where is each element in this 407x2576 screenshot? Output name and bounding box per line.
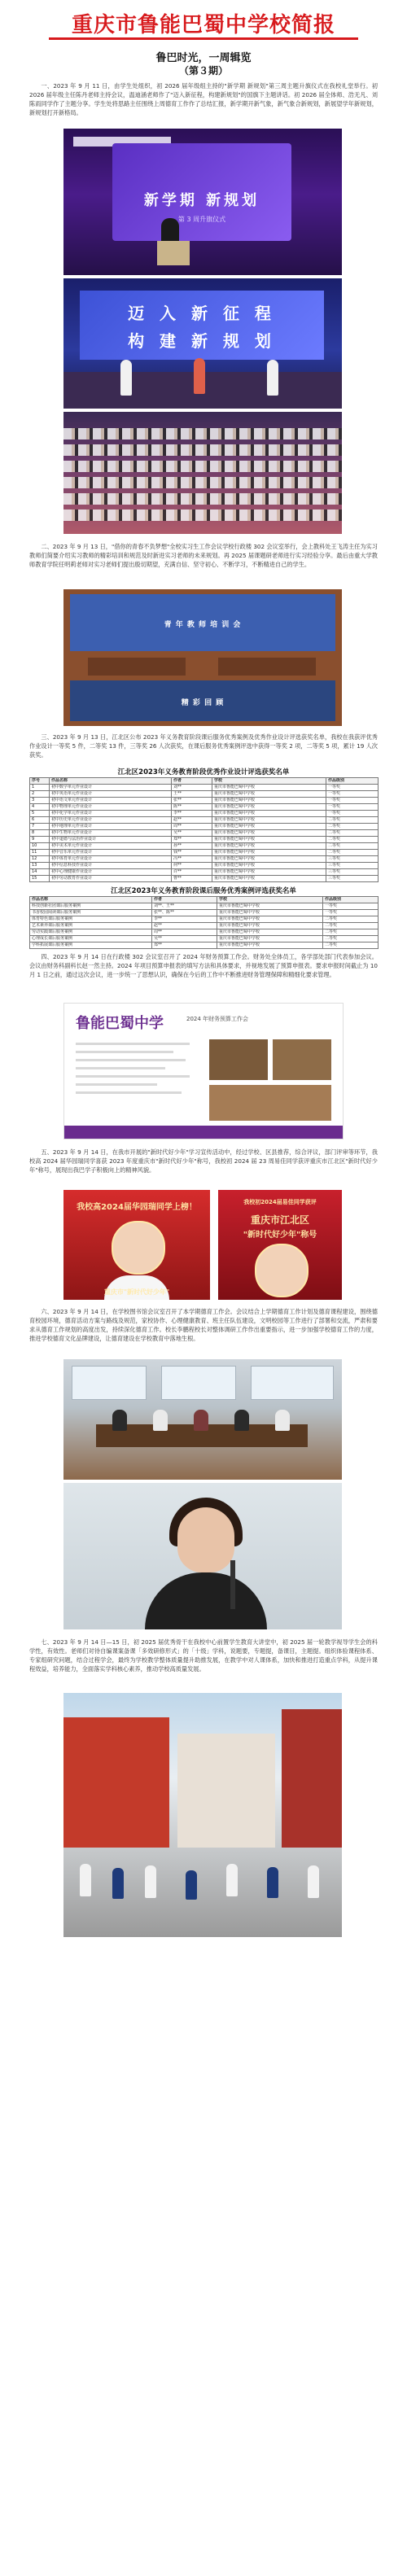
table-cell: 重庆市鲁能巴蜀中学校 <box>212 785 326 791</box>
poster-a-headline: 我校高2024届华园瑞同学上榜！ <box>77 1203 197 1212</box>
table-cell: 书香校园阅读课后服务案例 <box>30 910 152 916</box>
attendee-figure <box>234 1410 249 1431</box>
table-header-cell: 作品级别 <box>326 778 379 785</box>
poster-b-line-1: 重庆市江北区 <box>250 1214 309 1226</box>
table-cell: 初中化学单元作业设计 <box>50 811 172 817</box>
table-cell: 张**、陈** <box>152 910 217 916</box>
photo-flag-ceremony-stage <box>63 129 342 275</box>
window <box>72 1366 147 1400</box>
table-cell: 重庆市鲁能巴蜀中学校 <box>212 863 326 869</box>
highlights-screen-text: 精 彩 回 顾 <box>181 699 225 707</box>
table-cell: 2 <box>30 791 50 798</box>
meeting-thumbnail <box>209 1085 331 1121</box>
table-cell: 钱** <box>172 850 212 856</box>
table-cell: 二等奖 <box>323 942 379 949</box>
table-cell: 重庆市鲁能巴蜀中学校 <box>212 843 326 850</box>
table-cell: 郑** <box>172 837 212 843</box>
table-cell: 10 <box>30 843 50 850</box>
table-cell: 一等奖 <box>326 804 379 811</box>
student-figure <box>267 1867 278 1898</box>
table-cell: 15 <box>30 876 50 882</box>
student-figure <box>194 358 205 394</box>
training-screen <box>70 594 335 651</box>
table-cell: 刘**、王** <box>152 903 217 910</box>
table-cell: 李** <box>152 916 217 923</box>
window <box>161 1366 236 1400</box>
table-cell: 重庆市鲁能巴蜀中学校 <box>217 936 323 942</box>
table-cell: 一等奖 <box>326 811 379 817</box>
attendee-figure <box>275 1410 290 1431</box>
table-cell: 二等奖 <box>326 850 379 856</box>
attendee-figure <box>112 1410 127 1431</box>
table-cell: 重庆市鲁能巴蜀中学校 <box>217 942 323 949</box>
table-cell: 一等奖 <box>323 910 379 916</box>
student-portrait <box>255 1244 309 1297</box>
table-row <box>30 804 379 811</box>
window <box>251 1366 334 1400</box>
table-cell: 周** <box>172 824 212 830</box>
table-row <box>30 942 379 949</box>
poster-b-line-2: "新时代好少年"称号 <box>243 1231 317 1240</box>
table-row <box>30 910 379 916</box>
photo-campus-activity <box>63 1693 342 1937</box>
poster-b-top: 我校初2024届易佳同学获评 <box>243 1199 317 1205</box>
table-row <box>30 863 379 869</box>
table-row <box>30 916 379 923</box>
table-cell: 初中历史单元作业设计 <box>50 817 172 824</box>
photo-teacher-training <box>63 589 342 726</box>
table-cell: 重庆市鲁能巴蜀中学校 <box>212 798 326 804</box>
table-row <box>30 811 379 817</box>
section-4-text: 四、2023 年 9 月 14 日在行政楼 302 会议室召开了 2024 年财务预算工作会。财务处全体员工，各学部处部门代表参加会议。会议由财务科副科长赵一然主持。2024 年项目预算申报表的填写方法和具体要求，并视地发展了预算申报表。要求申报时间截止为 10 月 1 日之前，通过这次会议，进一步统一了思想认识，确保在今后的工作中不断推进财务管理保障和精细化要求管理。 <box>29 953 378 979</box>
table-cell: 赵** <box>172 817 212 824</box>
table-cell: 陈** <box>172 804 212 811</box>
table-cell: 二等奖 <box>326 843 379 850</box>
student-figure <box>112 1868 124 1899</box>
student-figure <box>308 1865 319 1898</box>
ceremony-line-2: 构 建 新 规 划 <box>128 331 276 351</box>
text-line <box>76 1059 186 1061</box>
table-cell: 初中道德与法治作业设计 <box>50 837 172 843</box>
student-figure <box>267 360 278 396</box>
table-cell: 科技创新社团课后服务案例 <box>30 903 152 910</box>
table-cell: 11 <box>30 850 50 856</box>
table-cell: 12 <box>30 856 50 863</box>
audience-row <box>63 461 342 472</box>
table-cell: 重庆市鲁能巴蜀中学校 <box>217 916 323 923</box>
table-cell: 二等奖 <box>323 923 379 929</box>
table-cell: 重庆市鲁能巴蜀中学校 <box>212 876 326 882</box>
table-cell: 何** <box>172 863 212 869</box>
table-header-cell: 作者 <box>152 897 217 903</box>
section-5-text: 五、2023 年 9 月 14 日，在我市开展的"新时代好少年"学习宣传活动中，经过学校、区县推荐，综合评议，部门评审等环节，我校高 2024 届华园瑞同学喜获 2023 年度重庆市"新时代好少年"称号，我校初 2024 届 23 周易佳同学获评重庆市江北区"新时代好少年"称号，展现出我巴学子积极向上的精神风貌。 <box>29 1148 378 1174</box>
highlights-screen <box>70 680 335 721</box>
text-line <box>76 1083 157 1086</box>
table-cell: 重庆市鲁能巴蜀中学校 <box>212 817 326 824</box>
table-cell: 重庆市鲁能巴蜀中学校 <box>217 923 323 929</box>
table-cell: 三等奖 <box>326 863 379 869</box>
photo-ceremony-screen <box>63 278 342 409</box>
masthead-divider <box>49 37 358 40</box>
table-cell: 孙** <box>172 843 212 850</box>
poster-a-caption: 重庆市"新时代好少年" <box>103 1288 170 1296</box>
table-cell: 重庆市鲁能巴蜀中学校 <box>212 804 326 811</box>
table-cell: 周** <box>152 929 217 936</box>
school-logo: 鲁能巴蜀中学 <box>76 1015 164 1032</box>
table-cell: 赵** <box>152 923 217 929</box>
table-row <box>30 923 379 929</box>
table-header-cell: 学校 <box>217 897 323 903</box>
text-line <box>76 1075 190 1078</box>
student-figure <box>226 1864 238 1896</box>
ceremony-line-1: 迈 入 新 征 程 <box>128 304 276 323</box>
table-cell: 二等奖 <box>326 817 379 824</box>
masthead <box>0 0 407 45</box>
table-header-cell: 作品名称 <box>50 778 172 785</box>
ceremony-screen <box>80 291 324 360</box>
issue-number: （第３期） <box>178 65 228 77</box>
table-cell: 二等奖 <box>323 916 379 923</box>
table-cell: 一等奖 <box>326 785 379 791</box>
table-cell: 劳动实践课后服务案例 <box>30 929 152 936</box>
table-header-cell: 作者 <box>172 778 212 785</box>
poster-yi-jia <box>218 1190 342 1300</box>
table-cell: 初中生物单元作业设计 <box>50 830 172 837</box>
meeting-thumbnail <box>273 1039 331 1080</box>
table-row <box>30 791 379 798</box>
campus-building <box>177 1734 275 1848</box>
table-cell: 刘** <box>172 785 212 791</box>
table-cell: 初中心理健康作业设计 <box>50 869 172 876</box>
table-1-title: 江北区2023年义务教育阶段优秀作业设计评选获奖名单 <box>117 768 290 776</box>
table-row <box>30 876 379 882</box>
photo-speaker-portrait <box>63 1483 342 1629</box>
brochure-text-column <box>76 1039 198 1131</box>
table-cell: 吴** <box>172 830 212 837</box>
stage-banner <box>112 143 291 241</box>
campus-building <box>282 1709 342 1848</box>
table-row <box>30 830 379 837</box>
table-cell: 重庆市鲁能巴蜀中学校 <box>212 811 326 817</box>
text-line <box>76 1067 165 1069</box>
table-cell: 体育特色课后服务案例 <box>30 916 152 923</box>
table-row <box>30 843 379 850</box>
table-row <box>30 903 379 910</box>
table-cell: 重庆市鲁能巴蜀中学校 <box>212 830 326 837</box>
table-cell: 二等奖 <box>326 830 379 837</box>
audience-row <box>63 428 342 440</box>
photo-audience <box>63 412 342 534</box>
table-cell: 张** <box>172 798 212 804</box>
brochure-title: 2024 年财务预算工作会 <box>186 1016 249 1022</box>
section-6-text: 六、2023 年 9 月 14 日，在学校图书馆会议室召开了本学期德育工作会。会议结合上学期德育工作计划及德育课程建设，围绕德育校园环境，德育活动方案与路线及规范，家校协作、心理健康教育、班主任队伍建设，文明校园等工作进行了部署和交流，严肃和要求从德育工作规划的高度出发，持续深化德育工作。校长李鹏程校长对整体调研工作作出重要指示，进一步加强学校德育工作的力度，推进学校德育文化品牌建设，让德育建设在学校教育中落地生根。 <box>29 1308 378 1343</box>
table-row <box>30 850 379 856</box>
table-header-cell: 学校 <box>212 778 326 785</box>
meeting-thumbnail <box>209 1039 268 1080</box>
text-line <box>76 1091 182 1094</box>
attendee-figure <box>153 1410 168 1431</box>
table-cell: 初中体育单元作业设计 <box>50 856 172 863</box>
table-cell: 心理成长课后服务案例 <box>30 936 152 942</box>
brochure-footer-band <box>64 1126 343 1139</box>
attendee-figure <box>194 1410 208 1431</box>
stage-banner-text: 新学期 新规划 <box>143 192 260 209</box>
stage-banner-subtext: 第 3 周升旗仪式 <box>177 216 226 223</box>
table-row <box>30 856 379 863</box>
table-cell: 艺术素养课后服务案例 <box>30 923 152 929</box>
table-cell: 许** <box>172 869 212 876</box>
table-cell: 重庆市鲁能巴蜀中学校 <box>212 856 326 863</box>
table-cell: 重庆市鲁能巴蜀中学校 <box>212 824 326 830</box>
table-header-cell: 作品级别 <box>323 897 379 903</box>
speaker-face <box>177 1507 234 1572</box>
table-cell: 三等奖 <box>326 876 379 882</box>
audience-row <box>63 477 342 488</box>
audience-row <box>63 510 342 521</box>
table-cell: 7 <box>30 824 50 830</box>
table-cell: 重庆市鲁能巴蜀中学校 <box>212 837 326 843</box>
table-2-title: 江北区2023年义务教育阶段课后服务优秀案例评选获奖名单 <box>111 887 296 895</box>
student-figure <box>120 360 132 396</box>
table-cell: 4 <box>30 804 50 811</box>
table-cell: 重庆市鲁能巴蜀中学校 <box>217 929 323 936</box>
table-row <box>30 869 379 876</box>
desk <box>88 658 186 676</box>
table-cell: 李** <box>172 811 212 817</box>
table-row <box>30 817 379 824</box>
audience-row <box>63 493 342 505</box>
student-figure <box>80 1864 91 1896</box>
table-cell: 重庆市鲁能巴蜀中学校 <box>212 850 326 856</box>
section-7-text: 七、2023 年 9 月 14 日—15 日，初 2025 届优秀骨干在我校中心前置学生教育大讲堂中，初 2025 届一轮教学视导学生会的科学性，有效性。老师们对待自编课案备课「多效研修形式」的「十级」学科，说题要，专题提，备课目，主题提。组织体验课程体系、专家组研究问题，结合过程学会，最终为学校教学整体质量提升助推发展，在教学中对人课体系，加快和推进打造重点学科，从提升课程效益，培养能力，全面落实学科核心素养，推动学校高质量发展。 <box>29 1638 378 1673</box>
table-cell: 重庆市鲁能巴蜀中学校 <box>212 791 326 798</box>
table-cell: 8 <box>30 830 50 837</box>
training-screen-text: 青 年 教 师 培 训 会 <box>164 621 242 629</box>
poster-hua-yuanrui <box>63 1190 210 1300</box>
campus-building <box>63 1717 169 1848</box>
table-cell: 3 <box>30 798 50 804</box>
table-cell: 1 <box>30 785 50 791</box>
table-header-cell: 序号 <box>30 778 50 785</box>
lectern <box>157 241 190 265</box>
table-cell: 二等奖 <box>323 929 379 936</box>
table-cell: 重庆市鲁能巴蜀中学校 <box>217 910 323 916</box>
audience-row <box>63 444 342 456</box>
table-row <box>30 785 379 791</box>
table-row <box>30 936 379 942</box>
table-cell: 初中英语单元作业设计 <box>50 791 172 798</box>
honor-posters <box>63 1190 342 1300</box>
speaker-body <box>145 1572 267 1629</box>
text-line <box>76 1043 190 1045</box>
table-cell: 初中语文单元作业设计 <box>50 798 172 804</box>
table-cell: 重庆市鲁能巴蜀中学校 <box>212 869 326 876</box>
table-cell: 三等奖 <box>326 869 379 876</box>
table-cell: 一等奖 <box>323 903 379 910</box>
table-cell: 14 <box>30 869 50 876</box>
table-cell: 重庆市鲁能巴蜀中学校 <box>217 903 323 910</box>
issue-subtitle: 鲁巴时光，一周辑览 <box>155 52 252 64</box>
text-line <box>76 1051 173 1053</box>
table-cell: 9 <box>30 837 50 843</box>
school-title: 重庆市鲁能巴蜀中学校简报 <box>71 13 335 37</box>
table-cell: 初中劳动教育作业设计 <box>50 876 172 882</box>
table-cell: 初中数学单元作业设计 <box>50 785 172 791</box>
table-cell: 郑** <box>152 942 217 949</box>
table-cell: 二等奖 <box>326 824 379 830</box>
table-cell: 初中美术单元作业设计 <box>50 843 172 850</box>
table-cell: 一等奖 <box>326 791 379 798</box>
table-row <box>30 837 379 843</box>
budget-meeting-brochure <box>63 1003 344 1139</box>
table-cell: 初中物理单元作业设计 <box>50 804 172 811</box>
table-homework-awards <box>29 777 379 882</box>
table-cell: 13 <box>30 863 50 869</box>
section-2-text: 二、2023 年 9 月 13 日，"借你的青春不负梦想"全校实习生工作会议学校行政楼 302 会议室举行，会上教科处王飞涛主任为实习教师们简要介绍实习教师的精彩培训和规范及时新进实习老师的未来规划。再 2025 届课题研老师进行实习经验分享。最后由重大学教师教育学院任明莉老师对实习老师们提出殷切期望，充满自信、坚守初心、不断学习，不断精进自己的学生。 <box>29 543 378 569</box>
table-row <box>30 824 379 830</box>
student-figure <box>186 1870 197 1900</box>
microphone <box>230 1560 235 1609</box>
table-cell: 初中地理单元作业设计 <box>50 824 172 830</box>
desk <box>218 658 316 676</box>
table-cell: 学科拓展课后服务案例 <box>30 942 152 949</box>
table-cell: 6 <box>30 817 50 824</box>
table-cell: 吴** <box>152 936 217 942</box>
table-header-cell: 作品名称 <box>30 897 152 903</box>
table-cell: 二等奖 <box>323 936 379 942</box>
table-cell: 二等奖 <box>326 837 379 843</box>
section-3-text: 三、2023 年 9 月 13 日，江北区公布 2023 年义务教育阶段课后服务优秀案例及优秀作业设计评选获奖名单，我校在我获评优秀作业设计一等奖 5 件，二等奖 13 件，三等奖 26 人次获奖，在课后服务优秀案例评选中获得一等奖 2 项，二等奖 5 项，累计 19 人次获奖。 <box>29 733 378 759</box>
table-cell: 5 <box>30 811 50 817</box>
section-1-text: 一、2023 年 9 月 11 日，由学生处组织，初 2026 届年级组主持的"新学期 新规划"第三周主题升旗仪式在我校礼堂举行。初 2026 届年级主任陈丹老师主持会议，温迪涵老师作了"迈入新征程，构建新规划"的国旗下主题讲话。初 2026 届全体师、浩无凡、刘陈雨同学作了主题分享。学生处将思路主任围绕上周德育工作作了总结汇报，新学期开新气象，新气象合新规划，新展望学年新规划，新规划打开新格局。 <box>29 82 378 117</box>
table-cell: 一等奖 <box>326 798 379 804</box>
table-cell: 冯** <box>172 856 212 863</box>
table-afterschool-awards <box>29 896 379 949</box>
table-cell: 初中信息科技作业设计 <box>50 863 172 869</box>
photo-moral-education-meeting <box>63 1359 342 1480</box>
student-figure <box>145 1865 156 1898</box>
table-cell: 曹** <box>172 876 212 882</box>
student-portrait <box>112 1221 165 1275</box>
table-cell: 三等奖 <box>326 856 379 863</box>
table-row <box>30 929 379 936</box>
table-cell: 初中音乐单元作业设计 <box>50 850 172 856</box>
table-cell: 王** <box>172 791 212 798</box>
table-row <box>30 798 379 804</box>
